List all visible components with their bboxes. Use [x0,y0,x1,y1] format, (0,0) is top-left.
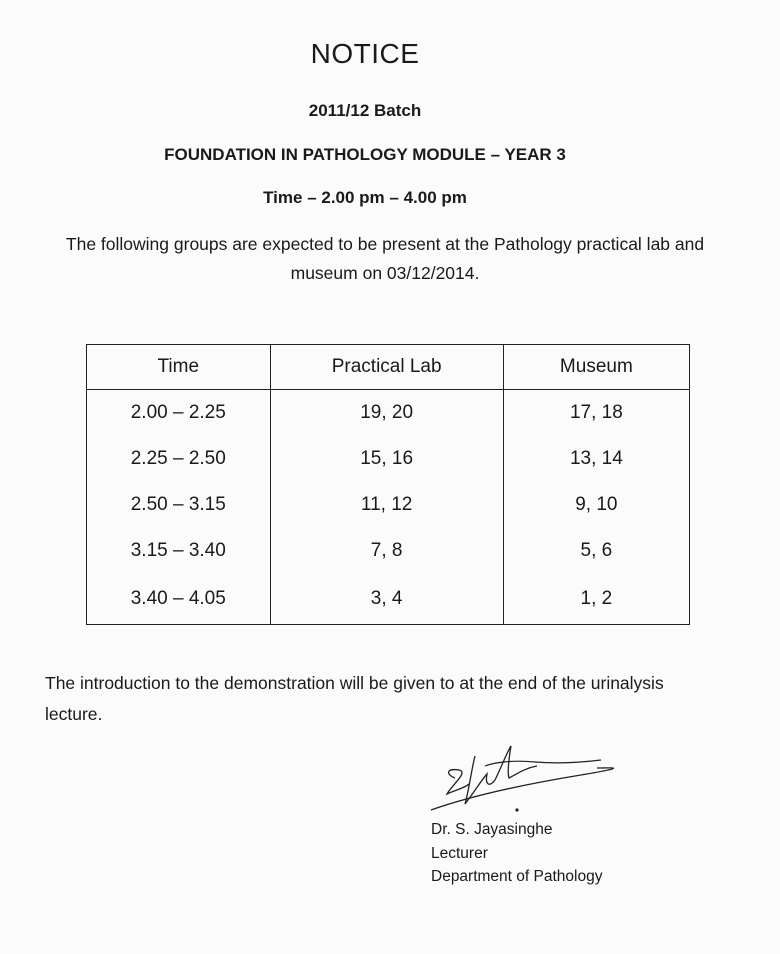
cell-practical-lab: 15, 16 [270,436,503,482]
cell-time: 2.25 – 2.50 [87,436,271,482]
header-time: Time [87,345,271,390]
header-practical-lab: Practical Lab [270,345,503,390]
table-header-row [87,345,690,390]
table-row [87,574,690,625]
signatory-block [431,818,602,889]
cell-museum: 13, 14 [503,436,689,482]
cell-practical-lab: 7, 8 [270,528,503,574]
notice-title: NOTICE [310,38,420,69]
table-row [87,482,690,528]
cell-time: 3.15 – 3.40 [87,528,271,574]
table-row [87,528,690,574]
cell-practical-lab: 11, 12 [270,482,503,528]
cell-time: 3.40 – 4.05 [87,574,271,625]
module-heading: FOUNDATION IN PATHOLOGY MODULE – YEAR 3 [164,145,566,164]
table-row [87,436,690,482]
cell-practical-lab: 19, 20 [270,390,503,437]
schedule-table [86,344,690,625]
handwritten-signature [425,738,625,818]
cell-museum: 1, 2 [503,574,689,625]
closing-paragraph: The introduction to the demonstration will be given to at the end of the urinalysis lecture. [45,673,664,724]
cell-museum: 9, 10 [503,482,689,528]
cell-museum: 17, 18 [503,390,689,437]
batch-heading: 2011/12 Batch [308,101,422,120]
signatory-role: Lecturer [431,844,488,862]
table-row [87,390,690,437]
cell-museum: 5, 6 [503,528,689,574]
cell-practical-lab: 3, 4 [270,574,503,625]
cell-time: 2.00 – 2.25 [87,390,271,437]
header-museum: Museum [503,345,689,390]
signatory-department: Department of Pathology [431,868,603,885]
intro-paragraph: The following groups are expected to be present at the Pathology practical lab and museum on 03/12/2014. [65,234,705,283]
signatory-name: Dr. S. Jayasinghe [431,821,553,838]
cell-time: 2.50 – 3.15 [87,482,271,528]
time-heading: Time – 2.00 pm – 4.00 pm [263,188,467,207]
